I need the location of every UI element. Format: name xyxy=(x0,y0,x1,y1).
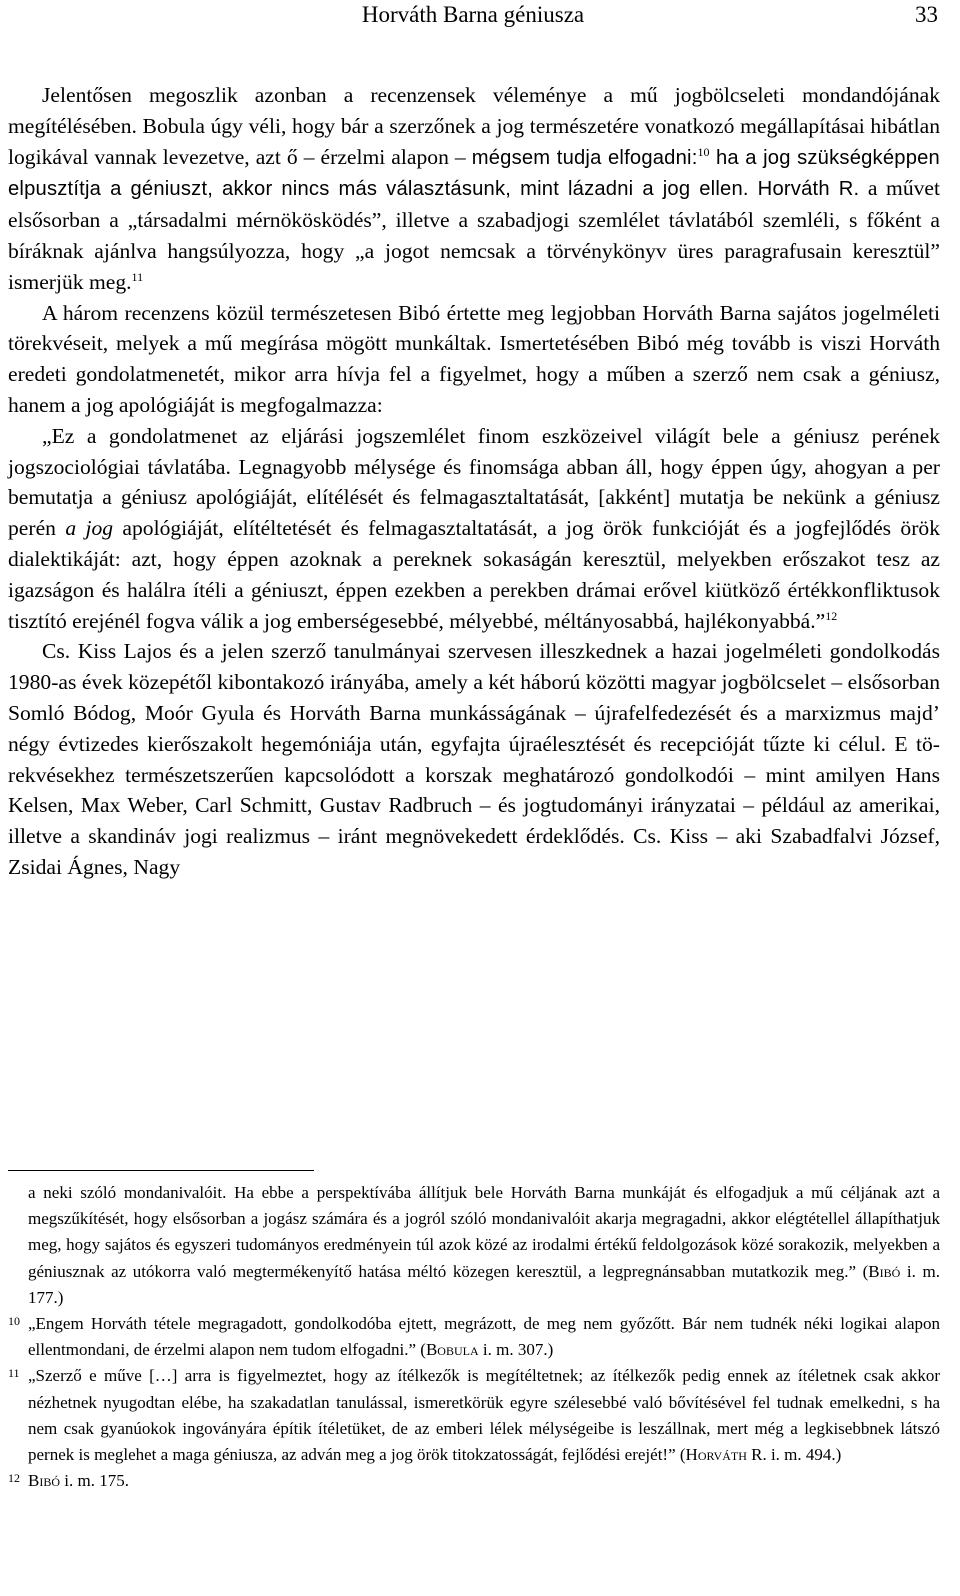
paragraph-4: Cs. Kiss Lajos és a jelen szerző tanulmányai szervesen illeszkednek a hazai jogelméleti gondolkodás 1980-as évek közepétől kibontakozó irányába, amely a két háború közötti magyar jogbölcselet – elsősorban Somló Bódog, Moór Gyula és Horváth Barna munkásságának – újrafelfedezését és a marxizmus majd’ négy évtizedes kierőszakolt hegemóniája után, egyfajta újraélesztését és recepcióját tűzte ki célul. E törekvésekhez természetszerűen kapcsolódott a korszak meghatározó gondolkodói – mint amilyen Hans Kelsen, Max Weber, Carl Schmitt, Gustav Radbruch – és jogtudományi irányzatai – például az amerikai, illetve a skandináv jogi realizmus – iránt megnövekedett érdeklődés. Cs. Kiss – aki Szabadfalvi József, Zsidai Ágnes, Nagy xyxy=(8,639,940,879)
footnote-12-author: Bibó xyxy=(28,1471,61,1491)
footnote-10-ref: i. m. 307.) xyxy=(478,1340,554,1360)
quote-part-b: apológiáját, elítéltetését és felmagasztaltatását, a jog örök funkcióját és a jogfejlődés örök dialektikáját: azt, hogy éppen azoknak a pereknek sokaságán keresztül, melyekben erőszakot tesz az igazságon és halálra ítéli a géniuszt, éppen ezekben a perekben drámai erővel kiütköző értékkonfliktusok tisztító erejénél fogva válik a jog emberségesebbé, mélyebbé, méltányosabbá, hajlékonyabbá.” xyxy=(8,516,940,633)
running-title: Horváth Barna géniusza xyxy=(361,2,585,27)
footnote-11-author: Horváth xyxy=(685,1445,747,1465)
footnote-continuation-ref: i. m. 177.) xyxy=(28,1261,940,1307)
footnote-11-ref: R. i. m. 494.) xyxy=(746,1445,842,1465)
main-text xyxy=(8,80,940,883)
footnote-12-mark: 12 xyxy=(8,1471,20,1486)
footnotes xyxy=(8,1180,940,1494)
footnote-10-author: Bobula xyxy=(425,1340,479,1360)
footnote-continuation-text: a neki szóló mondanivalóit. Ha ebbe a perspektívába állítjuk bele Horváth Barna munkáját és elfogadjuk a mű céljának azt a megszűkítését, hogy elsősorban a jogász számára és a jogról szóló mondanivalóit akarja megragadni, akkor elégtétellel állapíthatjuk meg, hogy sajátos és egyszeri tudományos eredményein túl azok közé az irodalmi értékű feldolgozások közé sorakozik, melyekben a géniusznak az utókorra való megtermékenyítő hatása méltó közegen keresztül, a legpregnánsabban mutatkozik meg.” ( xyxy=(28,1183,940,1281)
paragraph-1-part-b: a művet elsősorban a „társadalmi mérnökösködés”, illetve a szabadjogi szemlélet távlatából szemléli, s főként a bíráknak ajánlva hangsúlyozza, hogy „a jogot nemcsak a törvénykönyv üres paragrafusain keresztül” ismerjük meg. xyxy=(8,176,940,294)
footnote-11-text: „Szerző e műve […] arra is figyelmeztet, hogy az ítélkezők is megítéltetnek; az ítélkezők pedig ennek az ítéletnek csak akkor nézhetnek nyugodtan elébe, ha szakadatlan tanulással, ismeretkörük egyre szélesebbé való bővítésével fel tudnak emelkedni, s ha nem csak gyanúokok ingoványára építik ítéletüket, de az emberi lélek mélységeibe is leszállnak, mert még a legkisebbnek látszó pernek is meglehet a maga géniusza, az adván meg a jog örök titokzatosságát, fejlődési erejét!” ( xyxy=(28,1366,940,1465)
block-quote xyxy=(8,421,940,637)
footnote-continuation-author: Bibó xyxy=(868,1261,901,1281)
page-number: 33 xyxy=(915,2,938,27)
quote-emphasis: a jog xyxy=(65,516,114,541)
footnote-11-mark: 11 xyxy=(8,1366,20,1381)
quote-part-a: „Ez a gondolatmenet az eljárási jogszemlélet finom eszközeivel világít bele a géniusz perének jogszociológiai távlatába. Legnagyobb mélysége és finomsága abban áll, hogy éppen úgy, ahogyan a per bemutatja a géniusz apológiáját, elítélését és felmagasztaltatását, [akként] mutatja be nekünk a géniusz perén xyxy=(8,423,940,541)
footnote-12-ref: i. m. 175. xyxy=(60,1471,129,1491)
paragraph-1 xyxy=(8,80,940,298)
footnote-12 xyxy=(8,1468,940,1494)
footnote-10-mark: 10 xyxy=(8,1314,20,1329)
running-header xyxy=(8,0,938,30)
footnote-11 xyxy=(8,1363,940,1468)
footnote-ref-12[interactable]: 12 xyxy=(825,608,838,623)
footnote-separator xyxy=(8,1170,314,1171)
footnote-ref-11[interactable]: 11 xyxy=(131,269,144,284)
paragraph-1-sans-b: ha a jog szükségképpen elpusztítja a géniuszt, akkor nincs más választásunk, mint lázadni a jog ellen. Horváth R. xyxy=(8,146,940,201)
footnote-continuation xyxy=(8,1180,940,1311)
paragraph-1-sans-a: mégsem tudja elfogadni: xyxy=(471,146,698,169)
paragraph-1-part-a: Jelentősen megoszlik azonban a recenzensek véleménye a mű jogbölcseleti mondandójának megítélésében. Bobula úgy véli, hogy bár a szerzőnek a jog természetére vonatkozó megállapításai hibátlan logikával vannak levezetve, azt ő – érzelmi alapon – xyxy=(8,83,940,169)
footnote-10-text: „Engem Horváth tétele megragadott, gondolkodóba ejtett, megrázott, de meg nem győzőtt. Bár nem tudnék néki logikai alapon ellentmondani, de érzelmi alapon nem tudom elfogadni.” ( xyxy=(28,1314,940,1360)
footnote-ref-10[interactable]: 10 xyxy=(697,144,710,159)
paragraph-2: A három recenzens közül természetesen Bibó értette meg legjobban Horváth Barna sajátos jogelméleti törekvéseit, melyek a mű megírása mögött munkáltak. Ismertetésében Bibó még tovább is viszi Horváth eredeti gondolatmenetét, mikor arra hívja fel a figyelmet, hogy a műben a szerző nem csak a géniusz, hanem a jog apológiáját is megfogalmazza: xyxy=(8,300,940,417)
footnote-10 xyxy=(8,1311,940,1363)
